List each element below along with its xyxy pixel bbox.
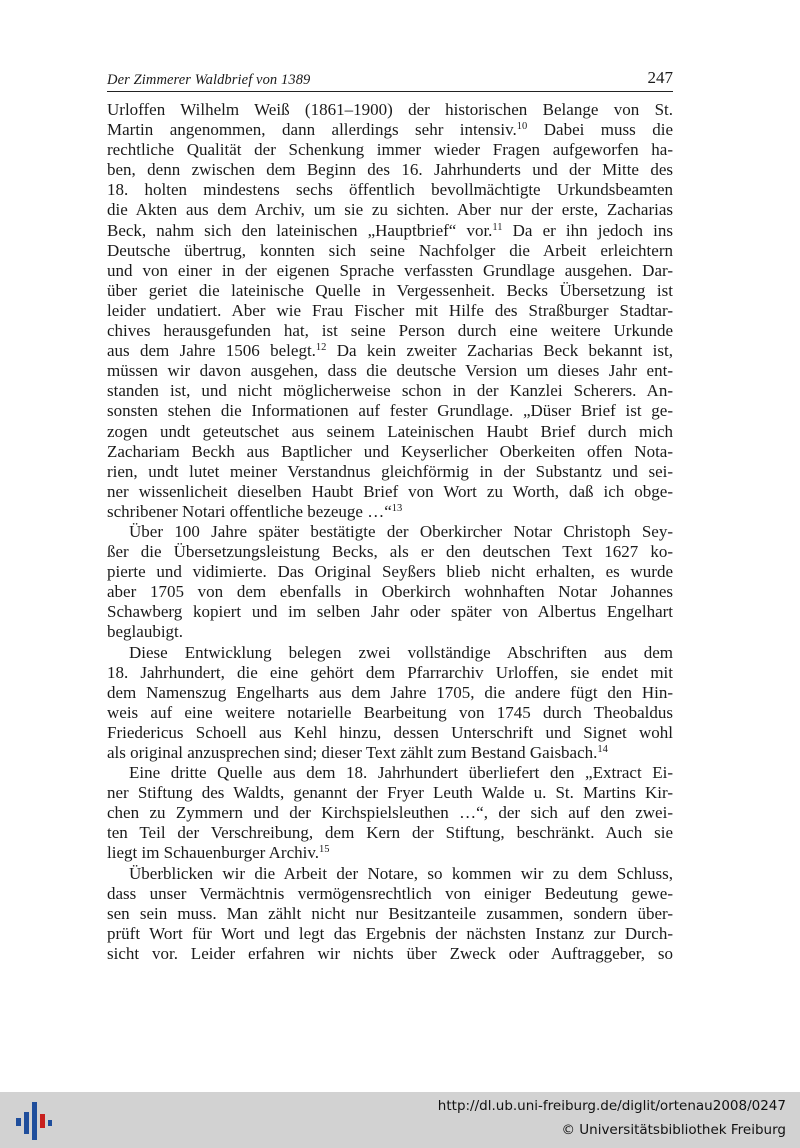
text-line: aus dem Jahre 1506 belegt.$^{12}$ Da kein zweiter Zacharias Beck bekannt ist, (107, 341, 673, 361)
text-line: Diese Entwicklung belegen zwei vollständige Abschriften aus dem (129, 642, 673, 662)
header-rule (107, 91, 673, 92)
viewer-footer (0, 1092, 800, 1148)
text-line: ten Teil der Verschreibung, dem Kern der Stiftung, beschränkt. Auch sie (107, 823, 673, 843)
text-line: standen ist, und nicht möglicherweise schon in der Kanzlei Scherers. An- (107, 381, 673, 401)
text-line: 18. holten mindestens sechs öffentlich bevollmächtigte Urkundsbeamten (107, 180, 673, 200)
document-url-link[interactable]: http://dl.ub.uni-freiburg.de/diglit/ortenau2008/0247 (437, 1098, 786, 1114)
copyright-notice: © Universitätsbibliothek Freiburg (561, 1122, 786, 1138)
library-logo-icon[interactable] (14, 1100, 54, 1142)
text-line: chives herausgefunden hat, ist seine Person durch eine weitere Urkunde (107, 321, 673, 341)
page-number: 247 (647, 68, 673, 87)
text-line: als original anzusprechen sind; dieser Text zählt zum Bestand Gaisbach.$^{14}$ (107, 743, 608, 762)
text-line: weis auf eine weitere notarielle Bearbeitung von 1745 durch Theobaldus (107, 702, 673, 722)
body-text (107, 100, 673, 964)
text-line: leider undatiert. Aber wie Frau Fischer mit Hilfe des Straßburger Stadtar- (107, 300, 673, 320)
footnote-ref-13[interactable]: 13 (391, 502, 403, 514)
footnote-ref-10[interactable]: 10 (516, 121, 528, 133)
footnote-ref-15[interactable]: 15 (318, 844, 330, 856)
running-title: Der Zimmerer Waldbrief von 1389 (107, 72, 311, 88)
text-line: prüft Wort für Wort und legt das Ergebnis der nächsten Instanz zur Durch- (107, 923, 673, 943)
text-line: ßer die Übersetzungsleistung Becks, als er den deutschen Text 1627 ko- (107, 542, 673, 562)
text-line: Urloffen Wilhelm Weiß (1861–1900) der historischen Belange von St. (107, 100, 673, 119)
text-line: ner wissenlicheit dieselben Haubt Brief von Wort zu Worth, daß ich obge- (107, 481, 673, 501)
text-line: Friedericus Schoell aus Kehl hinzu, dessen Unterschrift und Signet wohl (107, 722, 673, 742)
text-line: Deutsche übertrug, konnten sich seine Nachfolger die Arbeit erleichtern (107, 240, 673, 260)
footnote-ref-12[interactable]: 12 (315, 342, 327, 354)
text-line: Zachariam Beckh aus Baptlicher und Keyserlicher Oberkeiten offen Nota- (107, 441, 673, 461)
running-head (107, 70, 673, 90)
text-line: Über 100 Jahre später bestätigte der Oberkircher Notar Christoph Sey- (129, 521, 673, 541)
text-line: rechtliche Qualität der Schenkung immer wieder Fragen aufgeworfen ha- (107, 140, 673, 160)
text-line: ner Stiftung des Waldts, genannt der Fryer Leuth Walde u. St. Martins Kir- (107, 783, 673, 803)
text-line: Beck, nahm sich den lateinischen „Hauptbrief“ vor.$^{11}$ Da er ihn jedoch ins (107, 220, 673, 240)
text-line: ben, denn zwischen dem Beginn des 16. Jahrhunderts und der Mitte des (107, 160, 673, 180)
text-line: rien, undt lutet meiner Verstandnus gleichförmig in der Substantz und sei- (107, 461, 673, 481)
text-line: schribener Notari offentliche bezeuge …“$^{13}$ (107, 501, 403, 521)
text-line: sicht vor. Leider erfahren wir nichts über Zweck oder Auftraggeber, so (107, 943, 673, 963)
footnote-ref-14[interactable]: 14 (597, 744, 608, 755)
text-line: beglaubigt. (107, 622, 184, 642)
text-line: sonsten stehen die Informationen auf fester Grundlage. „Düser Brief ist ge- (107, 401, 673, 421)
text-line: aber 1705 von dem ebenfalls in Oberkirch wohnhaften Notar Johannes (107, 582, 673, 602)
text-line: Schawberg kopiert und im selben Jahr oder später von Albertus Engelhart (107, 602, 673, 622)
text-line: Martin angenommen, dann allerdings sehr intensiv.$^{10}$ Dabei muss die (107, 120, 673, 140)
text-line: chen zu Zymmern und der Kirchspielsleuthen …“, der sich auf den zwei- (107, 803, 673, 823)
text-line: 18. Jahrhundert, die eine gehört dem Pfarrarchiv Urloffen, sie endet mit (107, 662, 673, 682)
text-line: die Akten aus dem Archiv, um sie zu sichten. Aber nur der erste, Zacharias (107, 200, 673, 220)
footnote-ref-11[interactable]: 11 (492, 221, 503, 233)
text-line: pierte und vidimierte. Das Original Seyßers blieb nicht erhalten, es wurde (107, 562, 673, 582)
text-line: und von einer in der eigenen Sprache verfassten Grundlage ausgehen. Dar- (107, 260, 673, 280)
text-line: müssen wir davon ausgehen, dass die deutsche Version um dieses Jahr ent- (107, 361, 673, 381)
text-line: Überblicken wir die Arbeit der Notare, so kommen wir zu dem Schluss, (129, 863, 673, 883)
text-line: dem Namenszug Engelharts aus dem Jahre 1705, die andere fügt den Hin- (107, 682, 673, 702)
text-line: Eine dritte Quelle aus dem 18. Jahrhundert überliefert den „Extract Ei- (129, 763, 673, 783)
text-line: sen sein muss. Man zählt nicht nur Besitzanteile zusammen, sondern über- (107, 903, 673, 923)
text-line: dass unser Vermächtnis vermögensrechtlich von einiger Bedeutung gewe- (107, 883, 673, 903)
text-line: über geriet die lateinische Quelle in Vergessenheit. Becks Übersetzung ist (107, 280, 673, 300)
text-line: liegt im Schauenburger Archiv.$^{15}$ (107, 843, 330, 863)
text-line: zogen undt geteutschet aus seinem Lateinischen Haubt Brief durch mich (107, 421, 673, 441)
